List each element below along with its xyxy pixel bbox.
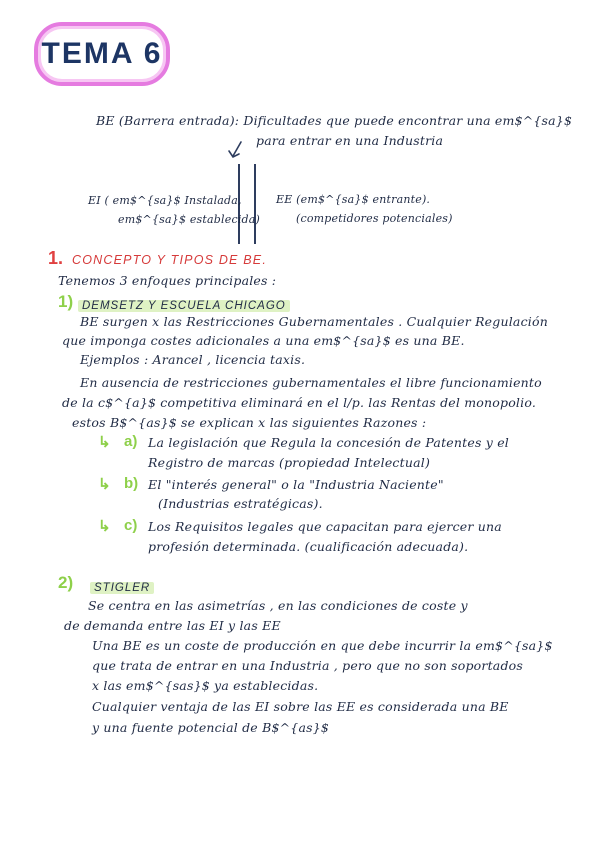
sub2-line: Se centra en las asimetrías , en las condiciones de coste y	[88, 598, 468, 613]
sub1-line: de la c$^{a}$ competitiva eliminará en el l/p. las Rentas del monopolio.	[62, 395, 537, 410]
reason-line: Registro de marcas (propiedad Intelectual)	[148, 455, 431, 470]
divider-line-right	[254, 164, 256, 244]
section-intro: Tenemos 3 enfoques principales :	[58, 273, 277, 288]
reason-line: profesión determinada. (cualificación adecuada).	[148, 539, 469, 554]
sub2-line: de demanda entre las EI y las EE	[64, 618, 281, 633]
sub1-line: que imponga costes adicionales a una em$^{sa}$ es una BE.	[62, 333, 465, 348]
sub1-line: estos B$^{as}$ se explican x las siguientes Razones :	[72, 415, 427, 430]
sub1-line: BE surgen x las Restricciones Gubernamentales . Cualquier Regulación	[80, 314, 548, 329]
sub2-line: Una BE es un coste de producción en que debe incurrir la em$^{sa}$	[92, 638, 553, 653]
subsection-2-number: 2)	[58, 573, 74, 592]
page-title: TEMA 6	[41, 37, 163, 70]
be-definition-line1: BE (Barrera entrada): Dificultades que puede encontrar una em$^{sa}$	[96, 113, 573, 128]
section-heading: CONCEPTO Y TIPOS DE BE.	[72, 253, 268, 267]
subsection-1-number: 1)	[58, 292, 74, 311]
ei-definition-line2: em$^{sa}$ establecida)	[118, 213, 261, 226]
reason-line: Los Requisitos legales que capacitan para ejercer una	[148, 519, 502, 534]
reason-letter: a)	[124, 433, 138, 450]
reason-arrow-icon: ↳	[98, 476, 111, 493]
title-bubble	[34, 22, 170, 86]
reason-letter: c)	[124, 517, 138, 534]
sub2-line: que trata de entrar en una Industria , pero que no son soportados	[92, 658, 523, 673]
sub2-line: y una fuente potencial de B$^{as}$	[92, 720, 330, 735]
ee-definition-line2: (competidores potenciales)	[296, 212, 453, 225]
sub2-line: Cualquier ventaja de las EI sobre las EE es considerada una BE	[92, 699, 509, 714]
sub1-line: En ausencia de restricciones gubernamentales el libre funcionamiento	[80, 375, 542, 390]
section-number: 1.	[48, 248, 64, 268]
sub2-line: x las em$^{sas}$ ya establecidas.	[92, 678, 319, 693]
sub1-line: Ejemplos : Arancel , licencia taxis.	[80, 352, 306, 367]
ei-definition-line1: EI ( em$^{sa}$ Instalada,	[88, 194, 242, 207]
reason-line: (Industrias estratégicas).	[158, 496, 323, 511]
reason-letter: b)	[124, 475, 139, 492]
ee-definition-line1: EE (em$^{sa}$ entrante).	[276, 193, 431, 206]
reason-line: La legislación que Regula la concesión de Patentes y el	[148, 435, 509, 450]
reason-line: El "interés general" o la "Industria Naciente"	[148, 477, 444, 492]
reason-arrow-icon: ↳	[98, 518, 111, 535]
reason-arrow-icon: ↳	[98, 434, 111, 451]
down-arrow-icon	[226, 140, 246, 162]
subsection-1-label: DEMSETZ Y ESCUELA CHICAGO	[78, 300, 290, 312]
subsection-2-label: STIGLER	[90, 582, 154, 594]
be-definition-line2: para entrar en una Industria	[256, 133, 444, 148]
